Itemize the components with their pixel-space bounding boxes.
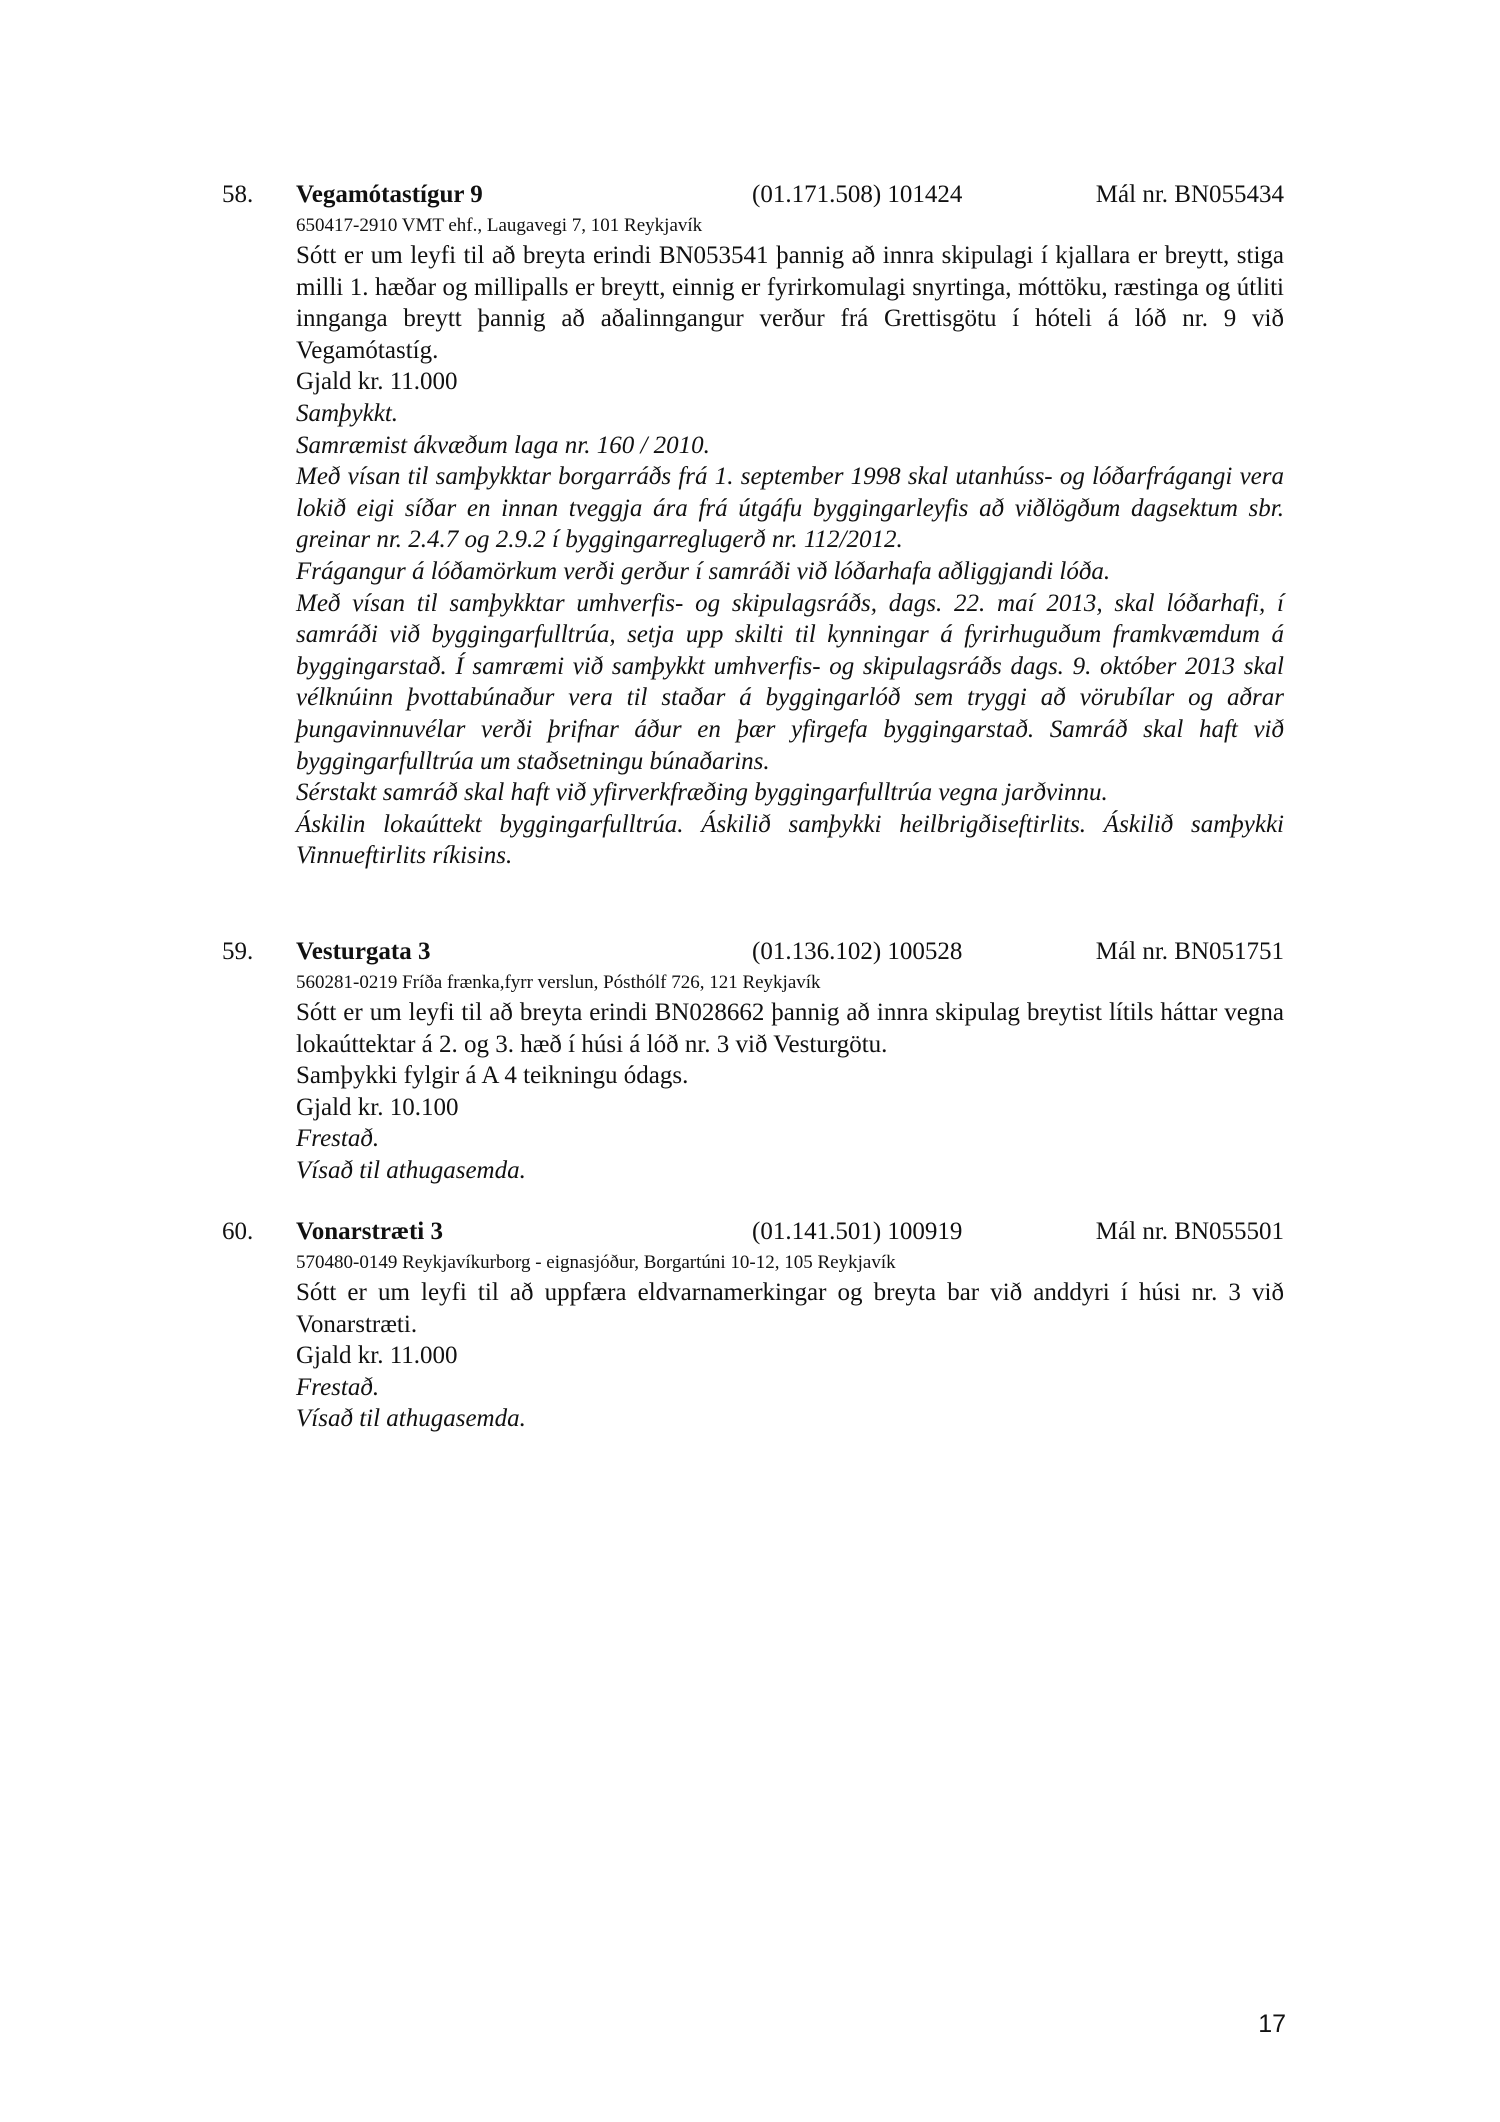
entry-extra: Samþykki fylgir á A 4 teikningu ódags. <box>296 1062 689 1090</box>
entry-description: Sótt er um leyfi til að uppfæra eldvarnamerkingar og breyta bar við anddyri í húsi nr. 3 við Vonarstræti. <box>296 1279 1284 1338</box>
entry-number: 60. <box>222 1218 254 1245</box>
entry-note: Vísað til athugasemda. <box>296 1405 526 1433</box>
page-number: 17 <box>1258 2010 1286 2038</box>
case-entry-58 <box>222 178 1284 872</box>
entry-description: Sótt er um leyfi til að breyta erindi BN053541 þannig að innra skipulagi í kjallara er breytt, stiga milli 1. hæðar og millipalls er breytt, einnig er fyrirkomulagi snyrtinga, móttöku, ræstinga og útliti innganga breytt þannig að aðalinngangur verður frá Grettisgötu í hóteli á lóð nr. 9 við Vegamótastíg. <box>296 242 1284 364</box>
entry-header <box>222 178 1284 212</box>
entry-number: 59. <box>222 938 254 965</box>
entry-note: Áskilin lokaúttekt byggingarfulltrúa. Áskilið samþykki heilbrigðiseftirlits. Áskilið samþykki Vinnueftirlits ríkisins. <box>296 810 1284 870</box>
entry-address: Vonarstræti 3 <box>296 1218 443 1245</box>
entry-case-number: Mál nr. BN055501 <box>1095 1218 1284 1245</box>
entry-property-ref: (01.136.102) 100528 <box>752 938 963 965</box>
entry-fee: Gjald kr. 11.000 <box>296 368 458 396</box>
case-entry-60 <box>222 1215 1284 1435</box>
case-entry-59 <box>222 935 1284 1187</box>
entry-case-number: Mál nr. BN051751 <box>1095 938 1284 965</box>
entry-note: Frágangur á lóðamörkum verði gerður í samráði við lóðarhafa aðliggjandi lóða. <box>296 557 1111 585</box>
entry-fee: Gjald kr. 10.100 <box>296 1093 459 1121</box>
entry-header <box>222 935 1284 969</box>
entry-case-number: Mál nr. BN055434 <box>1095 181 1284 208</box>
entry-note: Með vísan til samþykktar umhverfis- og skipulagsráðs, dags. 22. maí 2013, skal lóðarhafi, í samráði við byggingarfulltrúa, setja upp skilti til kynningar á fyrirhuguðum framkvæmdum á byggingarstað. Í samræmi við samþykkt umhverfis- og skipulagsráðs dags. 9. október 2013 skal vélknúinn þvottabúnaður vera til staðar á byggingarlóð sem tryggi að vörubílar og aðrar þungavinnuvélar verði þrifnar áður en þær yfirgefa byggingarstað. Samráð skal haft við byggingarfulltrúa um staðsetningu búnaðarins. <box>296 589 1284 775</box>
entry-owner: 570480-0149 Reykjavíkurborg - eignasjóður, Borgartúni 10-12, 105 Reykjavík <box>296 1252 896 1273</box>
entry-address: Vesturgata 3 <box>296 938 431 965</box>
entry-fee: Gjald kr. 11.000 <box>296 1342 458 1370</box>
entry-note: Vísað til athugasemda. <box>296 1156 526 1184</box>
entry-owner: 560281-0219 Fríða frænka,fyrr verslun, Pósthólf 726, 121 Reykjavík <box>296 972 821 993</box>
entry-number: 58. <box>222 181 254 208</box>
entry-owner: 650417-2910 VMT ehf., Laugavegi 7, 101 Reykjavík <box>296 215 703 236</box>
entry-address: Vegamótastígur 9 <box>296 181 483 208</box>
entry-note: Samræmist ákvæðum laga nr. 160 / 2010. <box>296 431 710 459</box>
entry-property-ref: (01.141.501) 100919 <box>752 1218 963 1245</box>
entry-description: Sótt er um leyfi til að breyta erindi BN028662 þannig að innra skipulag breytist lítils háttar vegna lokaúttektar á 2. og 3. hæð í húsi á lóð nr. 3 við Vesturgötu. <box>296 999 1284 1058</box>
entry-property-ref: (01.171.508) 101424 <box>752 181 963 208</box>
entry-body <box>296 969 1284 1187</box>
entry-body <box>296 1249 1284 1435</box>
entry-body <box>296 212 1284 872</box>
entry-note: Með vísan til samþykktar borgarráðs frá 1. september 1998 skal utanhúss- og lóðarfrágangi vera lokið eigi síðar en innan tveggja ára frá útgáfu byggingarleyfis að viðlögðum dagsektum sbr. greinar nr. 2.4.7 og 2.9.2 í byggingarreglugerð nr. 112/2012. <box>296 463 1284 554</box>
entry-note: Sérstakt samráð skal haft við yfirverkfræðing byggingarfulltrúa vegna jarðvinnu. <box>296 779 1108 807</box>
entry-decision: Frestað. <box>296 1125 380 1153</box>
entry-header <box>222 1215 1284 1249</box>
entry-decision: Samþykkt. <box>296 399 399 427</box>
entry-decision: Frestað. <box>296 1373 380 1401</box>
